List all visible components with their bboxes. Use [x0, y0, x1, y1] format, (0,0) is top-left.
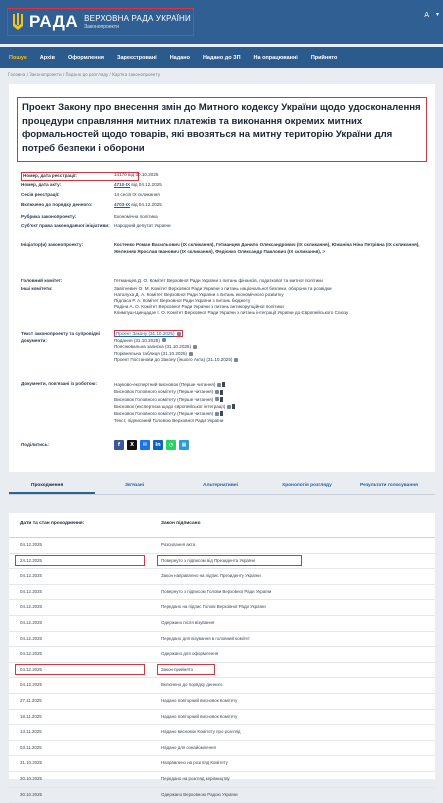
doc-link[interactable]: Проект Закону (31.10.2025) [116, 331, 175, 336]
lock-icon [162, 338, 166, 342]
row-date: 31.10.2025 [20, 760, 42, 766]
row-date: 04.12.2025 [20, 666, 42, 672]
row-status: Надано повторний висновок Комітету [161, 698, 238, 703]
facebook-icon[interactable]: f [114, 440, 124, 450]
qr-code-icon[interactable]: ▦ [179, 440, 189, 450]
row-date: 04.12.2025 [20, 573, 42, 579]
lock-icon [217, 383, 221, 387]
nav-registered[interactable]: Зареєстровані [117, 54, 157, 61]
tab-related[interactable]: Зв'язані [125, 483, 145, 488]
lock-icon [215, 390, 219, 394]
logo-title: ВЕРХОВНА РАДА УКРАЇНИ [84, 14, 191, 23]
row-highlight-date [15, 555, 145, 566]
table-row [9, 710, 435, 726]
related-link[interactable]: Висновок Головного комітету (Перше читання) [114, 411, 214, 417]
site-logo[interactable] [7, 8, 194, 36]
row-status: Надано для ознайомлення [161, 744, 216, 750]
field-value: 14 сесія IX скликання [114, 192, 160, 197]
table-row [9, 585, 435, 601]
field-value: 14170 від 30.10.2025 [114, 172, 159, 177]
row-date: 13.11.2025 [20, 729, 42, 735]
bill-title: Проект Закону про внесення змін до Митного кодексу України щодо удосконалення процедури справляння митних платежів та виконання окремих митних формальностей щодо товарів, які ввозяться на митну територію України для потреб безпеки і оборони [22, 102, 421, 155]
row-date: 24.12.2025 [20, 557, 42, 563]
related-link[interactable]: Висновок (експертиза щодо європейської інтеграції) [114, 403, 226, 409]
row-status: Надано висновок Комітету про розгляд [161, 729, 241, 735]
field-value: Гетманцев Д. О. Комітет Верховної Ради України з питань фінансів, податкової та митної політики [114, 278, 323, 283]
field-label: Номер, дата акту: [21, 182, 62, 187]
field-label: Сесія реєстрації: [21, 192, 60, 197]
related-link[interactable]: Висновок Головного комітету (Перше читання) [114, 389, 214, 395]
field-value: Економічна політика [114, 214, 158, 219]
doc-link[interactable]: Проект Постанови до Закону (іншого Акта) (31.10.2025) [114, 357, 233, 363]
row-highlight-status [157, 664, 215, 675]
doc-link[interactable]: Порівняльна таблиця (31.10.2025) [114, 350, 188, 356]
field-label: Ініціатор(и) законопроекту: [21, 242, 83, 247]
table-row [9, 725, 435, 741]
row-status: Одержано для оформлення [161, 651, 219, 657]
field-label: Текст законопроекту та супровідні документи: [21, 331, 100, 343]
table-row [9, 772, 435, 788]
field-label: Включено до порядку денного: [21, 202, 93, 207]
tab-alternative[interactable]: Альтернативні [203, 483, 239, 488]
row-status: Повернуто з підписом від Президента України [161, 557, 255, 563]
breadcrumb[interactable]: Головна / Законопроекти / Подано до розгляду / Картка законопроекту [8, 72, 161, 77]
related-link[interactable]: Науково-експертний висновок (Перше читання) [114, 382, 216, 387]
agenda-link[interactable]: 4703-IX [114, 202, 131, 207]
table-row [9, 647, 435, 663]
tab-divider [9, 494, 435, 495]
row-date: 04.12.2025 [20, 682, 42, 688]
row-date: 04.12.2025 [20, 651, 42, 657]
row-status: Одержано Верховною Радою України [161, 791, 238, 797]
nav-adopted[interactable]: Прийнято [310, 54, 338, 61]
table-row [9, 694, 435, 710]
row-date: 04.12.2025 [20, 635, 42, 641]
info-icon[interactable] [220, 411, 223, 416]
nav-processing[interactable]: На опрацюванні [253, 54, 298, 61]
info-icon[interactable] [222, 382, 225, 387]
row-status: Закон направлено на підпис Президенту України [161, 573, 261, 579]
lock-icon [189, 352, 193, 356]
row-status: Розсилання акта [161, 542, 196, 547]
tab-passage[interactable]: Проходження [31, 483, 64, 488]
field-label: Головний комітет: [21, 278, 63, 283]
lock-icon [227, 405, 231, 409]
act-link[interactable]: 4710-IX [114, 182, 131, 187]
field-label: Номер, дата реєстрації: [21, 172, 139, 181]
row-status: Передано на підпис Голові Верховної Ради України [161, 604, 266, 610]
trident-icon [11, 12, 25, 32]
lock-icon [215, 397, 219, 401]
tab-voting[interactable]: Результати голосування [360, 483, 418, 488]
table-row [9, 569, 435, 585]
row-status: Одержано після візування [161, 620, 215, 625]
field-value: Народний депутат України [114, 223, 171, 228]
field-label: Документи, пов'язані із роботою: [21, 381, 97, 386]
row-status: Передано на розгляд керівництву [161, 776, 230, 781]
table-row [9, 788, 435, 803]
field-value: Завітневич О. М. Комітет Верховної Ради України з питань національної безпеки, оборони та розвідки Наталуха Д. А. Комітет Верховної Ради України з питань економічного розвитку Підласа Р. А. Комітет Верховної Ради України з питань бюджету Радіна А. О. Комітет Верховної Ради України з питань антикорупційної політики Климпуш-Цинцадзе І. О. Комітет Верховної Ради України з питань інтеграції України до Європейського Союзу [114, 286, 349, 315]
initiators-list[interactable]: Костенко Роман Васильович (IX скликання), Гетманцев Данило Олександрович (IX скликання), Южаніна Ніна Петрівна (IX скликання), Железняк Ярослав Іванович (IX скликання), Федієнко Олександр Павлович (IX скликання), > [114, 242, 420, 254]
logo-subtitle: Законопроекти [84, 24, 119, 30]
site-header [0, 0, 443, 44]
lock-icon [234, 358, 238, 362]
info-icon[interactable] [220, 397, 223, 402]
linkedin-icon[interactable]: in [153, 440, 163, 450]
nav-search[interactable]: Пошук [9, 54, 27, 61]
accessibility-button[interactable]: A [424, 11, 429, 19]
column-header-status: Закон підписано [161, 521, 201, 526]
row-date: 03.11.2025 [20, 744, 42, 750]
lock-icon [177, 332, 181, 336]
nav-archive[interactable]: Архів [39, 54, 55, 61]
bill-card [9, 84, 435, 472]
tab-bar [0, 472, 443, 500]
email-icon[interactable]: ✉ [140, 440, 150, 450]
nav-submitted-zp[interactable]: Надано до ЗП [202, 54, 241, 61]
doc-link[interactable]: Подання (31.10.2025) [114, 337, 160, 343]
row-status: Передано для візування в головний комітет [161, 635, 250, 641]
field-value: від 04.12.2025 [130, 202, 162, 207]
info-icon[interactable] [232, 404, 235, 409]
field-label: Суб'єкт права законодавчої ініціативи: [21, 223, 110, 228]
row-date: 27.11.2025 [20, 698, 42, 703]
table-row [9, 616, 435, 632]
main-nav [0, 47, 443, 68]
related-link[interactable]: Висновок Головного комітету (Перше читання) [114, 396, 214, 402]
chevron-down-icon[interactable]: ▾ [435, 11, 439, 18]
share-label: Поділитись: [21, 442, 49, 447]
x-icon[interactable]: X [127, 440, 137, 450]
tab-chronology[interactable]: Хронологія розгляду [282, 483, 332, 488]
table-row [9, 756, 435, 772]
row-date: 30.10.2025 [20, 776, 42, 781]
row-date: 04.12.2025 [20, 604, 42, 610]
doc-link[interactable]: Пояснювальна записка (31.10.2025) [114, 344, 192, 350]
table-row [9, 663, 435, 679]
field-value: від 04.12.2025 [130, 182, 162, 187]
row-status: Надано повторний висновок Комітету [161, 713, 238, 719]
row-date: 04.12.2025 [20, 588, 42, 594]
row-highlight-status [157, 555, 302, 566]
table-row [9, 678, 435, 694]
field-label: Рубрика законопроекту: [21, 214, 77, 219]
table-row [9, 600, 435, 616]
info-icon[interactable] [220, 390, 223, 395]
share-buttons [114, 440, 192, 450]
lock-icon [193, 345, 197, 349]
table-row [9, 632, 435, 648]
table-row [9, 538, 435, 554]
related-link[interactable]: Текст, підписаний Головою Верховної Ради України [114, 418, 224, 424]
row-highlight-date [15, 664, 145, 675]
table-row [9, 741, 435, 757]
row-date: 30.10.2025 [20, 791, 42, 797]
nav-drafting[interactable]: Оформлення [67, 54, 105, 61]
row-status: Включено до порядку денного [161, 682, 223, 688]
whatsapp-icon[interactable]: ◔ [166, 440, 176, 450]
row-date: 04.12.2025 [20, 620, 42, 625]
lock-icon [215, 412, 219, 416]
row-status: Закон прийнято [161, 666, 194, 672]
column-header-date: Дати та стан проходження: [20, 521, 85, 526]
nav-submitted[interactable]: Надано [169, 54, 190, 61]
table-row [9, 554, 435, 570]
row-status: Направлено на розгляд Комітету [161, 760, 228, 766]
row-date: 04.12.2025 [20, 542, 42, 547]
logo-rada: РАДА [29, 12, 79, 31]
bill-title-box [17, 97, 427, 162]
passage-table [9, 513, 435, 797]
row-date: 18.11.2025 [20, 713, 42, 719]
row-status: Повернуто з підписом Голови Верховної Ради України [161, 588, 272, 594]
field-label: Інші комітети: [21, 286, 53, 291]
